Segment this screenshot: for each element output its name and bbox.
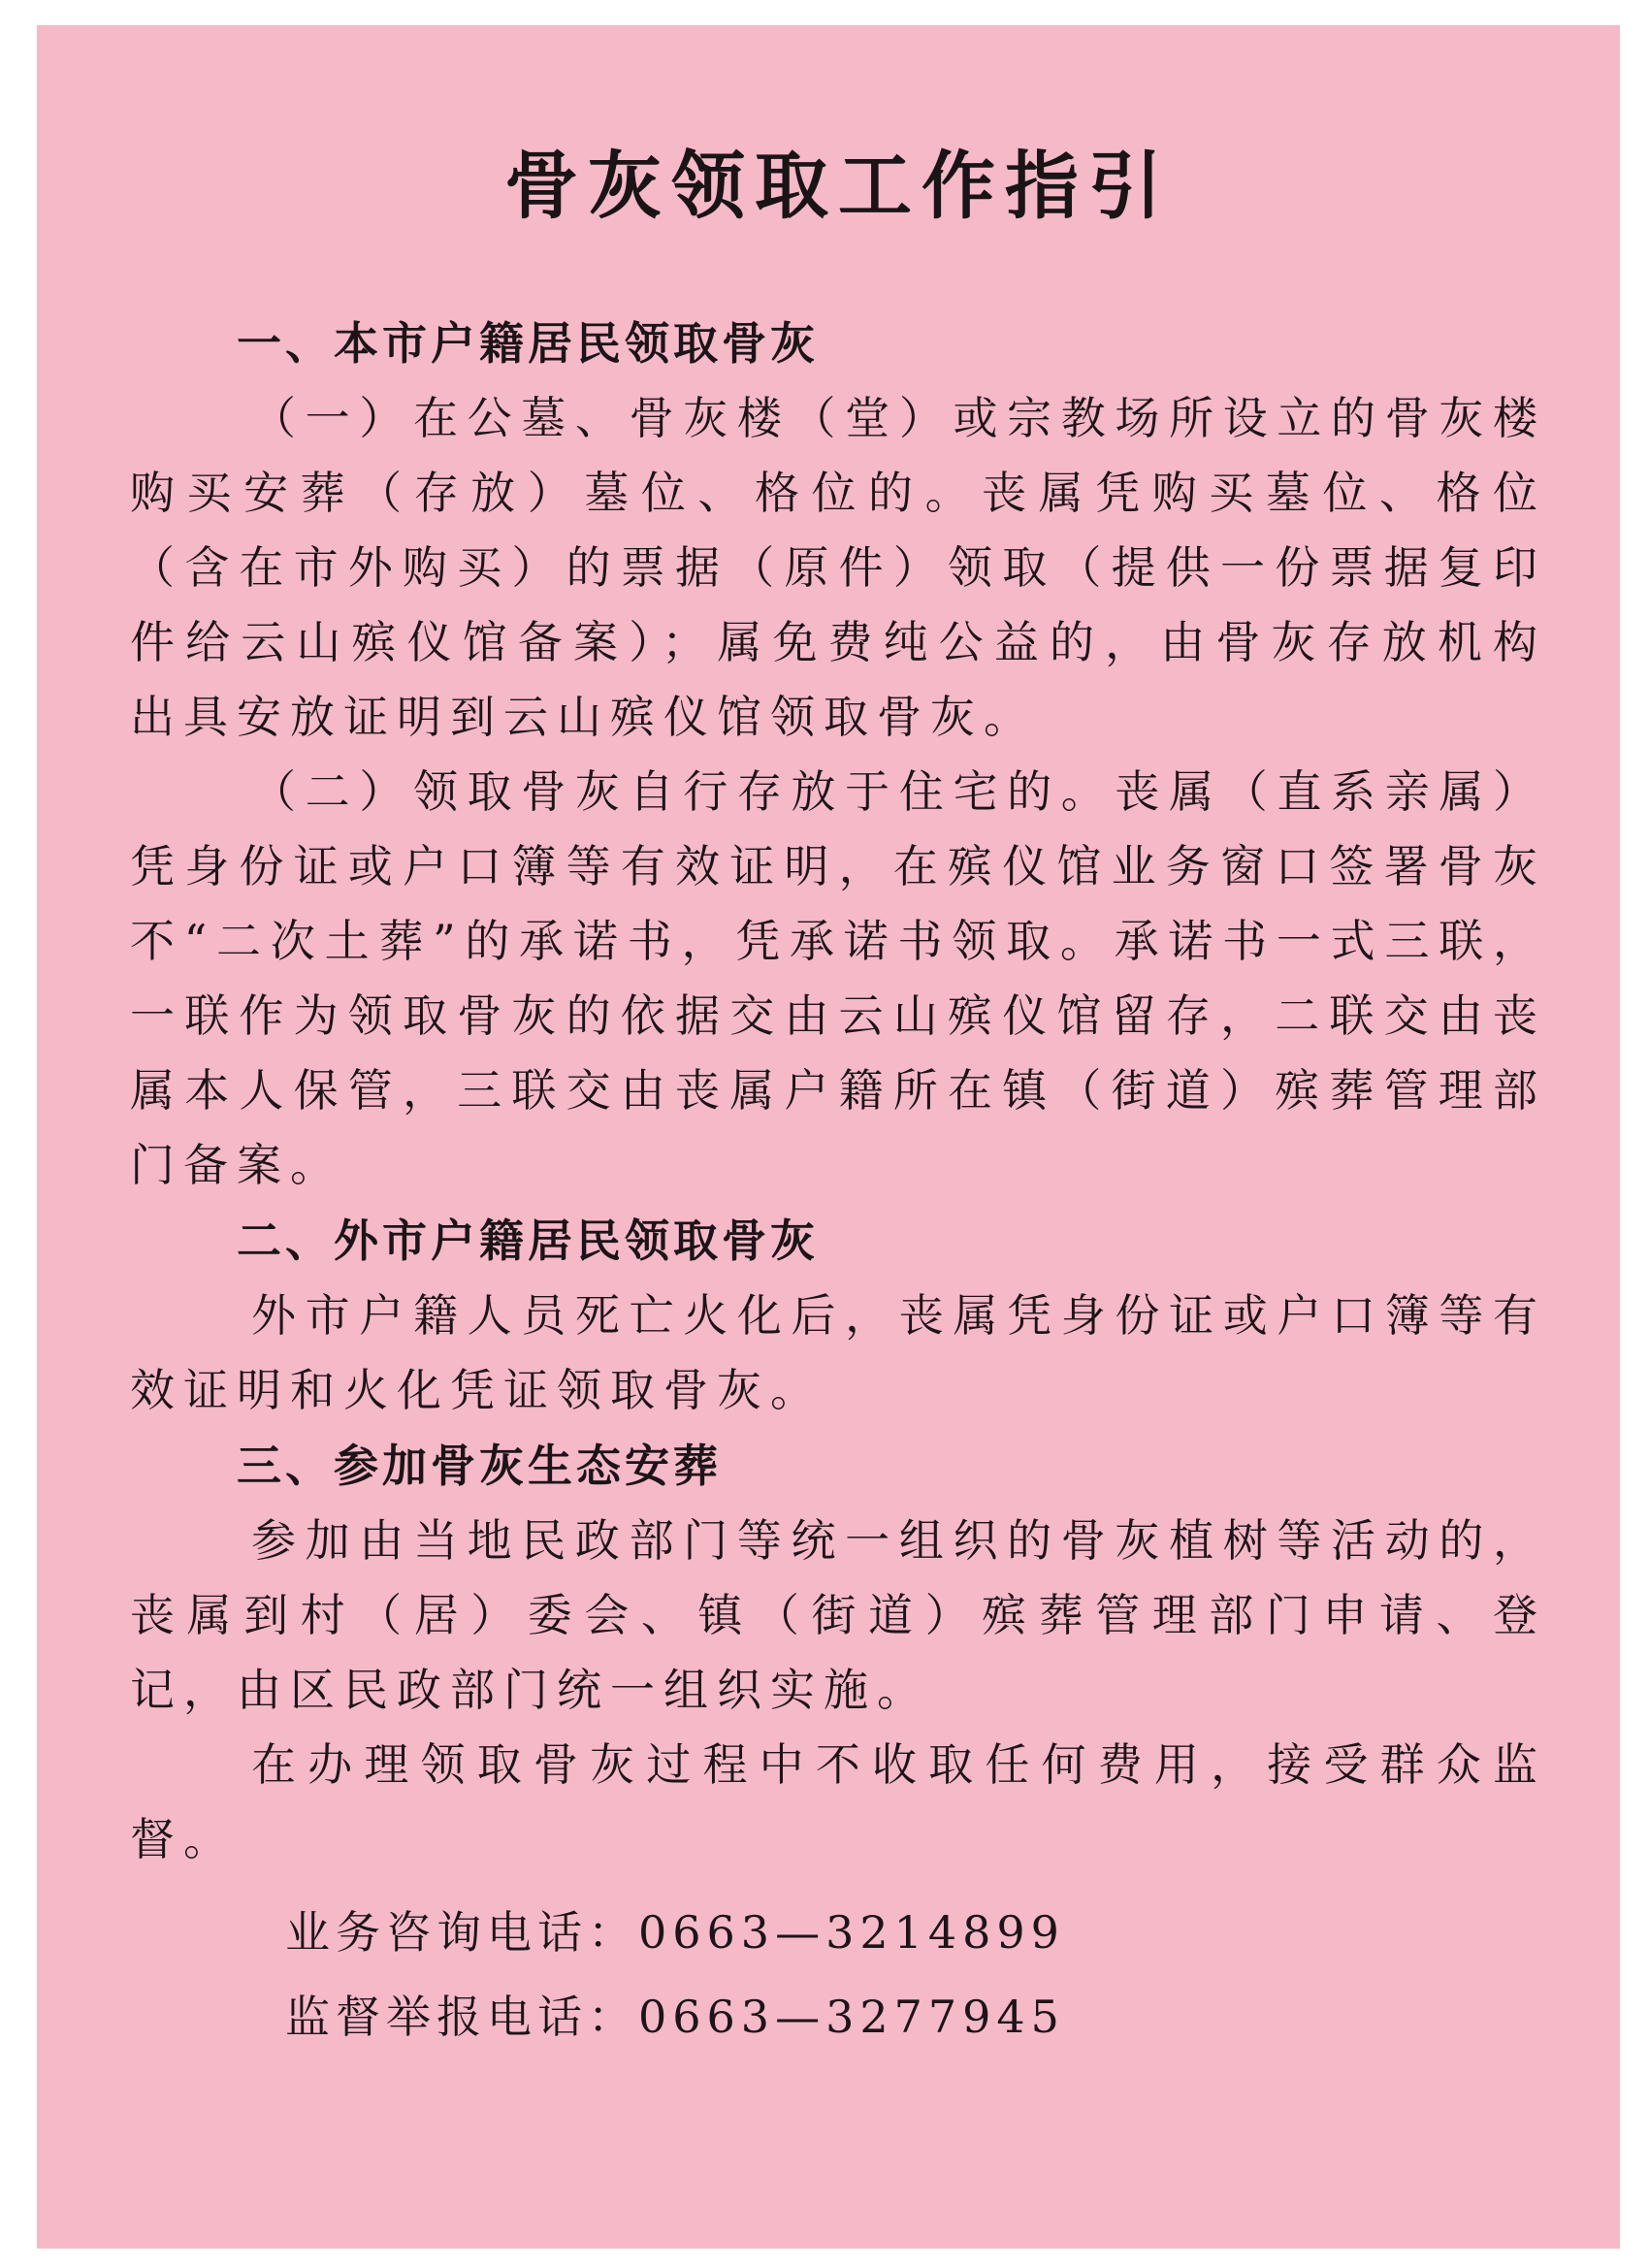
consultation-phone-number: 0663—3214899 xyxy=(638,1906,1065,1960)
contact-block xyxy=(130,1891,1546,2059)
section-paragraph: 外市户籍人员死亡火化后，丧属凭身份证或户口簿等有效证明和火化凭证领取骨灰。 xyxy=(130,1289,1546,1417)
supervision-phone xyxy=(130,1975,1546,2059)
section-heading: 一、本市户籍居民领取骨灰 xyxy=(237,317,819,371)
section-paragraph: 在办理领取骨灰过程中不收取任何费用，接受群众监督。 xyxy=(130,1738,1546,1866)
consultation-phone xyxy=(130,1891,1546,1975)
supervision-phone-label: 监督举报电话： xyxy=(285,1991,638,2044)
document-title: 骨灰领取工作指引 xyxy=(504,143,1172,229)
section-ecological-burial xyxy=(130,1428,1546,1877)
section-heading: 二、外市户籍居民领取骨灰 xyxy=(237,1215,819,1268)
section-heading: 三、参加骨灰生态安葬 xyxy=(237,1440,722,1493)
section-paragraph: （一）在公墓、骨灰楼（堂）或宗教场所设立的骨灰楼购买安葬（存放）墓位、格位的。丧属凭购买墓位、格位（含在市外购买）的票据（原件）领取（提供一份票据复印件给云山殡仪馆备案）；属免费纯公益的，由骨灰存放机构出具安放证明到云山殡仪馆领取骨灰。 xyxy=(130,392,1546,744)
section-local-residents xyxy=(130,306,1546,1203)
pink-document-sheet xyxy=(37,25,1620,2249)
document-content xyxy=(130,142,1546,2059)
section-nonlocal-residents xyxy=(130,1203,1546,1428)
supervision-phone-number: 0663—3277945 xyxy=(638,1991,1065,2044)
consultation-phone-label: 业务咨询电话： xyxy=(285,1906,638,1960)
section-paragraph: （二）领取骨灰自行存放于住宅的。丧属（直系亲属）凭身份证或户口簿等有效证明，在殡仪馆业务窗口签署骨灰不“二次土葬”的承诺书，凭承诺书领取。承诺书一式三联，一联作为领取骨灰的依据交由云山殡仪馆留存，二联交由丧属本人保管，三联交由丧属户籍所在镇（街道）殡葬管理部门备案。 xyxy=(130,765,1546,1192)
section-paragraph: 参加由当地民政部门等统一组织的骨灰植树等活动的，丧属到村（居）委会、镇（街道）殡葬管理部门申请、登记，由区民政部门统一组织实施。 xyxy=(130,1514,1546,1717)
